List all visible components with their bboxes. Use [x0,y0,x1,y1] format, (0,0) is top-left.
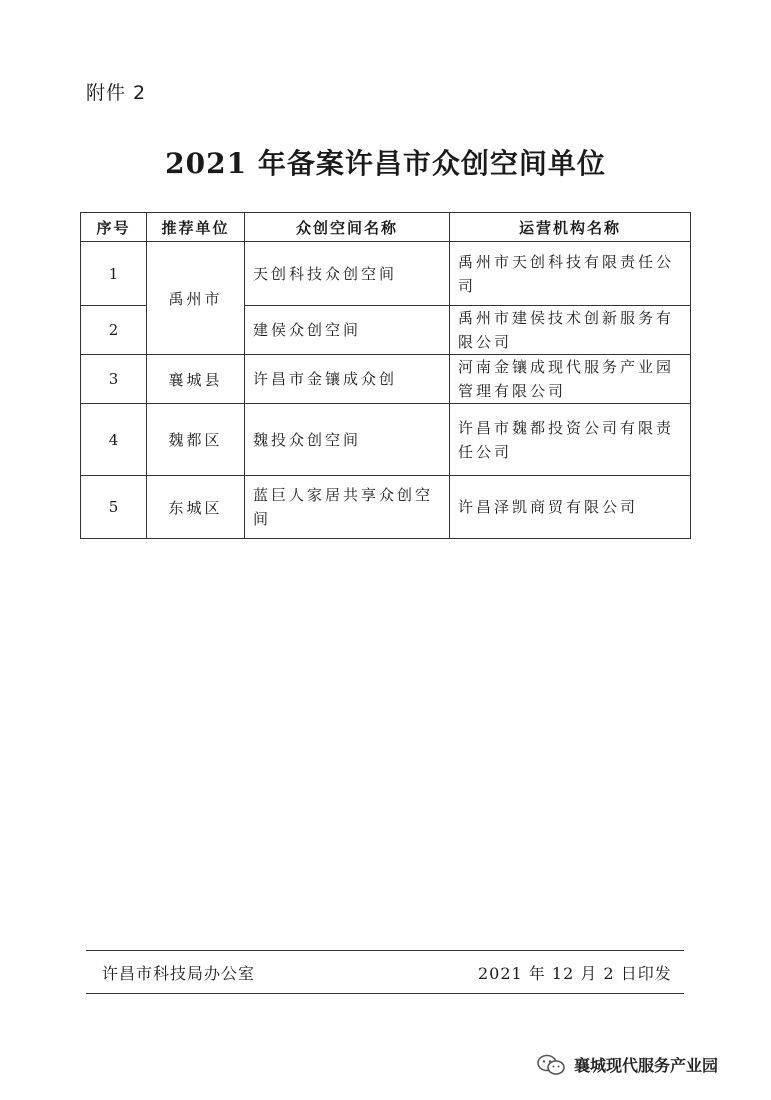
cell-org: 禹州市天创科技有限责任公司 [450,242,691,306]
wechat-icon [536,1054,566,1076]
cell-org: 许昌泽凯商贸有限公司 [450,476,691,539]
issuer-name: 许昌市科技局办公室 [102,964,256,983]
cell-unit: 襄城县 [147,355,245,404]
cell-org: 禹州市建侯技术创新服务有限公司 [450,306,691,355]
footer-divider-top [86,950,684,951]
header-org: 运营机构名称 [450,213,691,242]
cell-space: 蓝巨人家居共享众创空间 [245,476,450,539]
cell-space: 魏投众创空间 [245,404,450,476]
units-table [80,212,691,539]
cell-unit: 东城区 [147,476,245,539]
cell-space: 建侯众创空间 [245,306,450,355]
cell-no: 4 [81,404,147,476]
table-row [81,242,691,306]
header-unit: 推荐单位 [147,213,245,242]
header-no: 序号 [81,213,147,242]
cell-no: 2 [81,306,147,355]
issue-date: 2021 年 12 月 2 日印发 [478,964,672,983]
header-space: 众创空间名称 [245,213,450,242]
cell-space: 天创科技众创空间 [245,242,450,306]
attachment-label: 附件 2 [86,82,147,104]
table-header-row [81,213,691,242]
footer-divider-bottom [86,993,684,994]
document-title: 2021 年备案许昌市众创空间单位 [165,147,606,180]
cell-space: 许昌市金镶成众创 [245,355,450,404]
cell-no: 3 [81,355,147,404]
watermark-text: 襄城现代服务产业园 [574,1056,719,1075]
cell-org: 河南金镶成现代服务产业园管理有限公司 [450,355,691,404]
cell-no: 5 [81,476,147,539]
cell-unit: 禹州市 [147,242,245,355]
cell-no: 1 [81,242,147,306]
cell-unit: 魏都区 [147,404,245,476]
table-row [81,355,691,404]
table-row [81,476,691,539]
table-row [81,404,691,476]
account-watermark [536,1053,718,1076]
cell-org: 许昌市魏都投资公司有限责任公司 [450,404,691,476]
